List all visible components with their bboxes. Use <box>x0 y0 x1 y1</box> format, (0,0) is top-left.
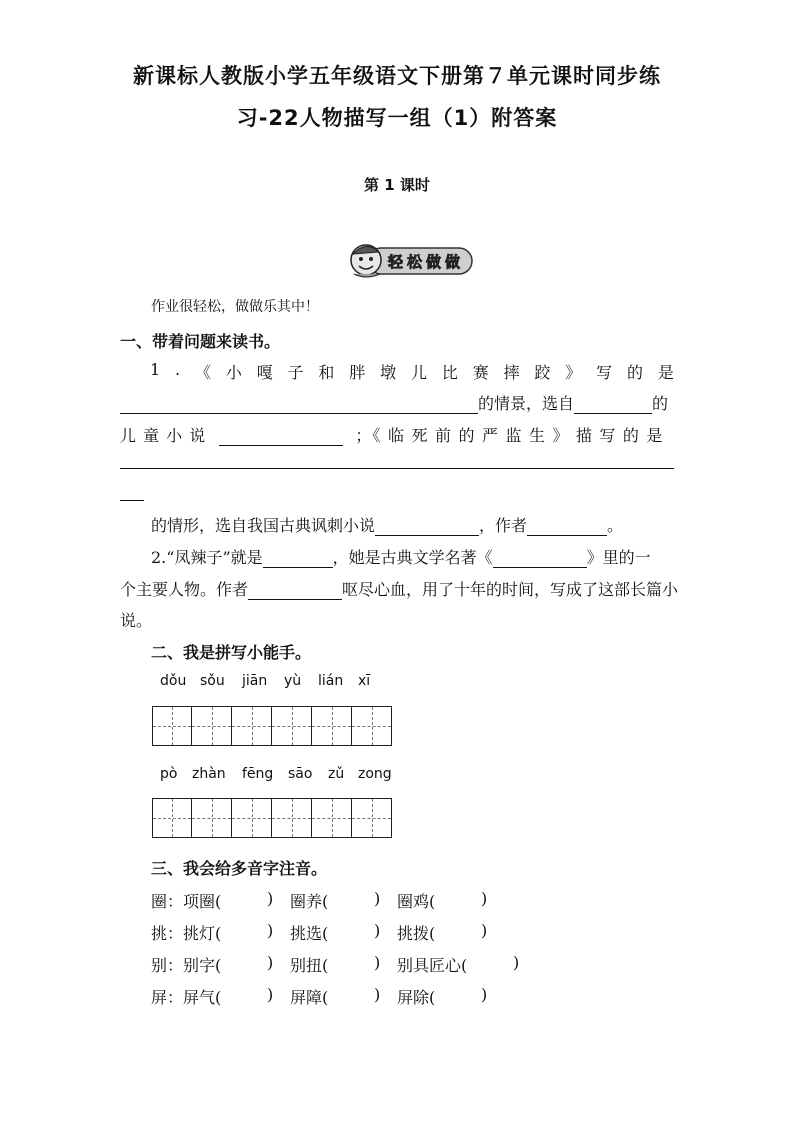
q1-char: 和 <box>318 363 335 382</box>
q1-char: 是 <box>657 363 674 382</box>
section-3-heading: 三、我会给多音字注音。 <box>151 859 328 878</box>
q1-char: 子 <box>287 363 304 382</box>
q1-line-1 <box>150 360 674 383</box>
pinyin: lián <box>318 673 344 689</box>
polyphone-word: 屏气( <box>183 988 222 1007</box>
answer-line[interactable] <box>120 500 144 501</box>
q1-char: 1 <box>150 360 161 379</box>
q1-text: 的情景，选自 <box>478 394 575 413</box>
pinyin: sāo <box>288 766 313 782</box>
close-paren: ) <box>267 985 274 1004</box>
close-paren: ) <box>267 953 274 972</box>
close-paren: ) <box>513 953 520 972</box>
polyphone-word: 圈鸡( <box>397 892 436 911</box>
q1-text: 儿 童 小 说 <box>120 426 207 445</box>
pinyin: pò <box>160 766 178 782</box>
polyphone-word: 屏除( <box>397 988 436 1007</box>
answer-blank[interactable] <box>120 397 478 414</box>
close-paren: ) <box>374 921 381 940</box>
close-paren: ) <box>481 889 488 908</box>
writing-box[interactable] <box>152 798 192 838</box>
polyphone-word: 挑拨( <box>397 924 436 943</box>
writing-box[interactable] <box>232 798 272 838</box>
q1-text: 。 <box>607 516 624 535</box>
q1-char: 嘎 <box>256 363 273 382</box>
q2-text: 个主要人物。作者 <box>120 580 249 599</box>
q2-text: 呕尽心血，用了十年的时间，写成了这部长篇小 <box>342 580 679 599</box>
section-1-heading: 一、带着问题来读书。 <box>120 332 281 351</box>
answer-blank[interactable] <box>375 519 479 536</box>
polyphone-word: 别字( <box>183 956 222 975</box>
writing-grid-row-2 <box>152 798 392 838</box>
polyphone-char: 别： <box>151 956 184 975</box>
q1-char: 摔 <box>503 363 520 382</box>
answer-blank[interactable] <box>493 551 587 568</box>
q2-text: 2.“凤辣子”就是 <box>151 548 263 567</box>
q1-text: 的情形，选自我国古典讽刺小说 <box>151 516 376 535</box>
intro-text: 作业很轻松，做做乐其中！ <box>151 299 319 315</box>
q1-char: 写 <box>596 363 613 382</box>
q1-char: 比 <box>441 363 458 382</box>
close-paren: ) <box>374 985 381 1004</box>
polyphone-char: 圈： <box>151 892 184 911</box>
badge-label: 轻松做做 <box>388 253 465 271</box>
q1-char: 赛 <box>472 363 489 382</box>
easy-practice-badge <box>346 238 474 280</box>
writing-box[interactable] <box>312 798 352 838</box>
writing-box[interactable] <box>192 798 232 838</box>
polyphone-word: 挑选( <box>290 924 329 943</box>
writing-box[interactable] <box>312 706 352 746</box>
q1-char: 》 <box>565 363 582 382</box>
answer-blank[interactable] <box>263 551 333 568</box>
q1-char: . <box>175 360 181 379</box>
q2-line-3: 说。 <box>120 611 153 630</box>
q1-line-3 <box>120 423 674 446</box>
pinyin: jiān <box>242 673 268 689</box>
writing-box[interactable] <box>352 706 392 746</box>
q2-line-1 <box>151 545 651 568</box>
answer-blank[interactable] <box>248 583 342 600</box>
polyphone-char: 挑： <box>151 924 184 943</box>
close-paren: ) <box>267 889 274 908</box>
q1-char: 墩 <box>380 363 397 382</box>
title-line-2: 习-22人物描写一组（1）附答案 <box>236 106 558 130</box>
pinyin: xī <box>358 673 371 689</box>
writing-box[interactable] <box>232 706 272 746</box>
writing-box[interactable] <box>272 706 312 746</box>
pinyin: zǔ <box>328 766 345 782</box>
writing-box[interactable] <box>352 798 392 838</box>
q1-char: 的 <box>627 363 644 382</box>
q2-text: ，她是古典文学名著《 <box>332 548 493 567</box>
close-paren: ) <box>374 889 381 908</box>
polyphone-word: 圈养( <box>290 892 329 911</box>
answer-blank[interactable] <box>219 429 343 446</box>
answer-blank[interactable] <box>527 519 607 536</box>
pinyin: dǒu <box>160 673 187 689</box>
pinyin: fēng <box>242 766 274 782</box>
q2-text: 》里的一 <box>586 548 651 567</box>
writing-grid-row-1 <box>152 706 392 746</box>
writing-box[interactable] <box>152 706 192 746</box>
polyphone-word: 别扭( <box>290 956 329 975</box>
q1-char: 儿 <box>410 363 427 382</box>
title-line-1: 新课标人教版小学五年级语文下册第７单元课时同步练 <box>133 64 661 88</box>
q2-line-2 <box>120 577 678 600</box>
pinyin: sǒu <box>200 673 225 689</box>
polyphone-word: 屏障( <box>290 988 329 1007</box>
q1-char: 跤 <box>534 363 551 382</box>
section-2-heading: 二、我是拼写小能手。 <box>151 643 312 662</box>
q1-text: ；《 临 死 前 的 严 监 生 》 描 写 的 是 <box>355 426 664 445</box>
writing-box[interactable] <box>192 706 232 746</box>
pinyin: zong <box>358 766 392 782</box>
lesson-label: 第 1 课时 <box>364 176 430 194</box>
q1-text: 的 <box>652 394 669 413</box>
close-paren: ) <box>267 921 274 940</box>
close-paren: ) <box>374 953 381 972</box>
writing-box[interactable] <box>272 798 312 838</box>
pinyin: zhàn <box>192 766 226 782</box>
q1-line-2 <box>120 391 668 414</box>
q1-line-5 <box>151 513 623 536</box>
answer-line[interactable] <box>120 468 674 469</box>
polyphone-word: 项圈( <box>183 892 222 911</box>
pinyin: yù <box>284 673 302 689</box>
polyphone-word: 别具匠心( <box>397 956 468 975</box>
close-paren: ) <box>481 921 488 940</box>
close-paren: ) <box>481 985 488 1004</box>
answer-blank[interactable] <box>574 397 652 414</box>
polyphone-char: 屏： <box>151 988 184 1007</box>
q1-char: 《 <box>194 363 211 382</box>
q1-char: 胖 <box>349 363 366 382</box>
q1-text: ，作者 <box>479 516 528 535</box>
q1-char: 小 <box>225 363 242 382</box>
polyphone-word: 挑灯( <box>183 924 222 943</box>
